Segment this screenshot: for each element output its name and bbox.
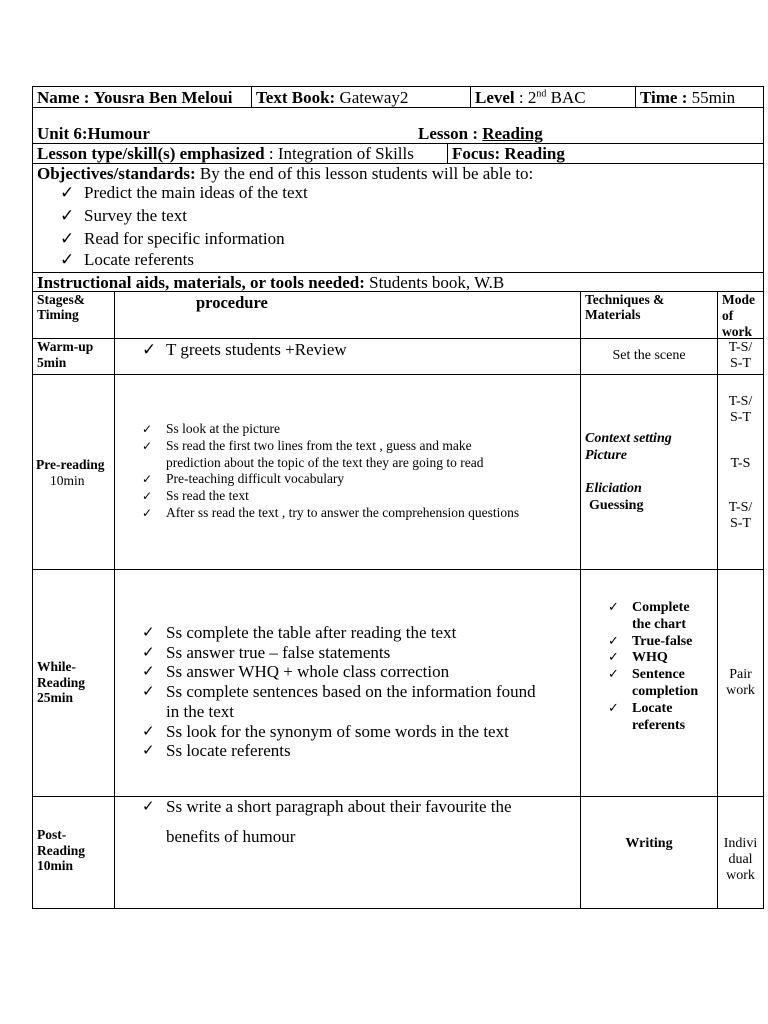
check-icon: ✓: [142, 438, 153, 453]
textbook-value: Gateway2: [339, 88, 409, 107]
aids: [37, 273, 504, 293]
technique-item: ✓ WHQ: [608, 650, 668, 666]
objectives-label: Objectives/standards:: [37, 164, 196, 183]
technique-item-cont: referents: [632, 717, 686, 733]
technique-item: ✓ Sentence: [608, 667, 685, 683]
level-superscript: nd: [536, 88, 547, 100]
teacher-name: [37, 88, 233, 108]
aids-label: Instructional aids, materials, or tools needed:: [37, 273, 365, 292]
level-colon: :: [518, 88, 524, 107]
check-icon: ✓: [608, 650, 619, 666]
check-icon: ✓: [608, 667, 619, 683]
technique-item: ✓ Complete: [608, 600, 690, 615]
postreading-stage: Post- Reading 10min: [37, 827, 86, 873]
check-icon: ✓: [142, 340, 157, 360]
objective-item: ✓ Locate referents: [60, 250, 194, 270]
prereading-mode-3: T-S/ S-T: [728, 500, 753, 531]
check-icon: ✓: [142, 741, 155, 760]
unit-title: Unit 6:Humour: [37, 124, 150, 143]
procedure-item: ✓ Ss look at the picture: [142, 421, 280, 436]
check-icon: ✓: [608, 700, 619, 716]
textbook: [256, 88, 408, 108]
whilereading-mode: Pair work: [726, 667, 755, 698]
objectives-intro: By the end of this lesson students will be able to:: [199, 164, 534, 183]
check-icon: ✓: [142, 422, 153, 436]
warmup-stage: Warm-up 5min: [37, 339, 94, 370]
procedure-item: ✓ Pre-teaching difficult vocabulary: [142, 471, 345, 487]
whilereading-techniques: [608, 600, 698, 734]
lesson-value: Reading: [482, 124, 543, 143]
prereading-procedure: [142, 421, 519, 522]
whilereading-procedure: [142, 623, 536, 761]
warmup-procedure: [142, 340, 347, 360]
check-icon: ✓: [60, 250, 75, 270]
prereading-technique-2: Eliciation Guessing: [585, 481, 644, 513]
procedure-item: ✓ Ss complete the table after reading the text: [142, 623, 457, 642]
prereading-mode-1: T-S/ S-T: [728, 394, 753, 425]
warmup-mode: T-S/ S-T: [728, 340, 753, 371]
check-icon: ✓: [142, 489, 153, 504]
procedure-item: ✓ Ss write a short paragraph about their favourite the: [142, 797, 512, 816]
technique-item-cont: completion: [632, 683, 699, 699]
procedure-item: ✓ Ss read the text: [142, 488, 249, 504]
check-icon: ✓: [608, 633, 619, 649]
level-label: Level: [475, 88, 515, 107]
technique-item: ✓ Locate: [608, 700, 673, 716]
name-value: Yousra Ben Meloui: [93, 88, 233, 107]
lesson-type: [37, 144, 414, 164]
lesson: [418, 124, 543, 144]
check-icon: ✓: [60, 229, 75, 249]
prereading-mode-2: T-S: [730, 456, 751, 471]
level-number: 2: [527, 88, 537, 107]
stages-header: Stages& Timing: [37, 292, 85, 322]
procedure-header: procedure: [196, 293, 268, 312]
textbook-label: Text Book:: [256, 88, 336, 107]
procedure-item: ✓ Ss answer true – false statements: [142, 642, 391, 662]
procedure-item: ✓ After ss read the text , try to answer the comprehension questions: [142, 504, 520, 520]
lesson-label: Lesson :: [418, 124, 478, 143]
aids-value: Students book, W.B: [369, 273, 505, 292]
check-icon: ✓: [142, 721, 155, 740]
focus-value: Reading: [504, 144, 565, 163]
level-value: BAC: [550, 88, 586, 107]
postreading-procedure: [142, 797, 512, 847]
procedure-item-cont: in the text: [166, 701, 234, 721]
prereading-stage: Pre-reading 10min: [36, 457, 105, 488]
postreading-mode: Indivi dual work: [723, 836, 758, 883]
check-icon: ✓: [142, 642, 155, 661]
check-icon: ✓: [142, 662, 155, 681]
objective-item: ✓ Read for specific information: [60, 229, 285, 249]
mode-header: Mode of work: [722, 292, 755, 339]
check-icon: ✓: [142, 797, 155, 815]
check-icon: ✓: [142, 623, 155, 641]
procedure-item-cont: benefits of humour: [166, 827, 296, 846]
name-label: Name :: [37, 88, 90, 107]
check-icon: ✓: [608, 600, 619, 615]
procedure-item: ✓ Ss look for the synonym of some words in the text: [142, 721, 509, 741]
procedure-item: ✓ Ss answer WHQ + whole class correction: [142, 662, 450, 682]
objective-item: ✓ Predict the main ideas of the text: [60, 183, 308, 203]
lesson-type-label: Lesson type/skill(s) emphasized: [37, 144, 265, 163]
procedure-item: ✓ Ss locate referents: [142, 741, 291, 761]
time-label: Time :: [640, 88, 688, 107]
objective-item: ✓ Survey the text: [60, 206, 187, 226]
objectives-list: [60, 183, 308, 271]
check-icon: ✓: [142, 505, 153, 520]
objectives-header: [37, 164, 533, 184]
time-value: 55min: [691, 88, 736, 107]
check-icon: ✓: [142, 682, 155, 701]
time: [640, 88, 735, 108]
technique-item: ✓ True-false: [608, 633, 693, 649]
check-icon: ✓: [60, 183, 75, 203]
prereading-technique-1: Context setting Picture: [585, 431, 672, 463]
check-icon: ✓: [142, 472, 153, 487]
level: [475, 88, 586, 108]
postreading-technique: Writing: [625, 836, 673, 851]
techniques-header: Techniques & Materials: [585, 292, 665, 322]
check-icon: ✓: [60, 206, 75, 226]
warmup-technique: Set the scene: [612, 348, 686, 363]
procedure-item: ✓ Ss complete sentences based on the information found: [142, 682, 536, 702]
procedure-item: ✓ T greets students +Review: [142, 340, 347, 360]
focus-label: Focus:: [452, 144, 501, 163]
technique-item-cont: the chart: [632, 616, 687, 632]
focus: [452, 144, 565, 164]
lesson-type-value: Integration of Skills: [277, 144, 414, 163]
procedure-item-cont: prediction about the topic of the text they are going to read: [166, 454, 484, 470]
lesson-type-colon: :: [268, 144, 274, 163]
whilereading-stage: While- Reading 25min: [37, 659, 86, 705]
procedure-item: ✓ Ss read the first two lines from the text , guess and make: [142, 437, 472, 453]
